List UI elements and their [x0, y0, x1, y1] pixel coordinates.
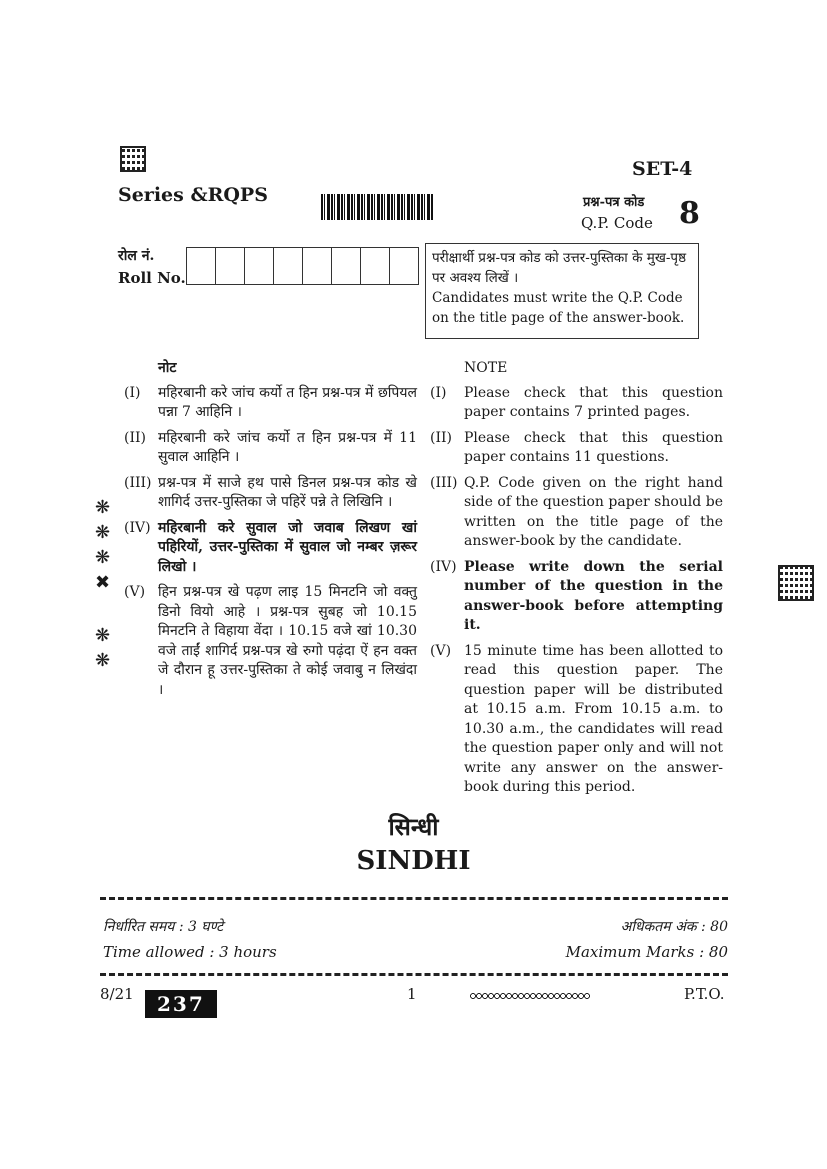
- wavy-line-decoration: [470, 992, 590, 1000]
- notice-english: Candidates must write the Q.P. Code on the title page of the answer-book.: [432, 290, 685, 326]
- footer-box-number: 237: [145, 990, 217, 1018]
- item-text: हिन प्रश्न-पत्र खे पढ़ण लाइ 15 मिनटनि जो वक्तु डिनो वियो आहे । प्रश्न-पत्र सुबह जो 10.15 मिनटनि ते विहाया वेंदा । 10.15 वजे खां 10.30 वजे ताईं शागिर्द प्रश्न-पत्र खे रुगो पढ़ंदा ऐं हन वक्त जे दौरान हू उत्तर-पुस्तिका ते कोई जवाबु न लिखंदा ।: [158, 584, 417, 698]
- decorative-asterisk-icon: ❋: [95, 497, 111, 518]
- decorative-cross-icon: ✖: [95, 572, 111, 593]
- item-number: (III): [430, 474, 458, 491]
- item-text: 15 minute time has been allotted to read this question paper. The question paper will be distributed at 10.15 a.m. From 10.15 a.m. to 10.30 a.m., the candidates will read the question paper only and will not write any answer on the answer-book during this period.: [464, 642, 723, 795]
- note-left-item: [124, 519, 417, 578]
- note-left-column: [124, 359, 417, 706]
- page-number: 1: [407, 985, 417, 1003]
- item-text: Please write down the serial number of the question in the answer-book before attempting it.: [464, 558, 723, 633]
- notice-hindi: परीक्षार्थी प्रश्न-पत्र कोड को उत्तर-पुस्तिका के मुख-पृष्ठ पर अवश्य लिखें ।: [432, 250, 687, 286]
- item-number: (V): [124, 584, 146, 600]
- roll-number-boxes[interactable]: [186, 247, 419, 285]
- item-number: (I): [430, 384, 447, 401]
- note-left-item: [124, 583, 417, 700]
- item-text: महिरबानी करे जांच कर्यो त हिन प्रश्न-पत्र में 11 सुवाल आहिनि ।: [158, 429, 417, 465]
- decorative-asterisk-icon: ❋: [95, 522, 111, 543]
- footer-code: 8/21: [100, 985, 134, 1003]
- qp-code-value: 8: [679, 196, 700, 231]
- item-text: Please check that this question paper contains 7 printed pages.: [464, 384, 723, 420]
- separator-top: [100, 897, 728, 900]
- decorative-asterisk-icon: ❋: [95, 625, 111, 646]
- decorative-asterisk-icon: ❋: [95, 547, 111, 568]
- series-label: Series &RQPS: [118, 184, 268, 206]
- time-allowed-hindi: निर्धारित समय : 3 घण्टे: [103, 919, 224, 935]
- item-number: (IV): [430, 558, 457, 575]
- qp-code-label: Q.P. Code: [581, 214, 653, 232]
- item-text: Q.P. Code given on the right hand side of the question paper should be written on the title page of the answer-book by the candidate.: [464, 474, 723, 549]
- note-left-item: [124, 474, 417, 513]
- note-title-hindi: नोट: [158, 360, 177, 376]
- barcode: [321, 194, 433, 220]
- set-label: SET-4: [632, 158, 693, 180]
- qr-code-top: [120, 146, 146, 172]
- decorative-asterisk-icon: ❋: [95, 650, 111, 671]
- note-right-column: [430, 359, 723, 804]
- max-marks-english: Maximum Marks : 80: [565, 943, 728, 961]
- roll-hindi: रोल नं.: [118, 248, 155, 264]
- subject-english: SINDHI: [356, 846, 471, 876]
- note-title-english: NOTE: [464, 360, 508, 376]
- item-text: Please check that this question paper contains 11 questions.: [464, 429, 723, 465]
- subject-hindi: सिन्धी: [388, 812, 439, 841]
- note-right-item: [430, 429, 723, 468]
- note-right-item: [430, 558, 723, 636]
- note-right-item: [430, 642, 723, 798]
- item-number: (I): [124, 384, 141, 401]
- max-marks-hindi: अधिकतम अंक : 80: [620, 919, 728, 935]
- item-number: (III): [124, 474, 152, 491]
- roll-label: Roll No.: [118, 269, 186, 287]
- item-number: (V): [430, 642, 452, 659]
- item-text: महिरबानी करे जांच कर्यो त हिन प्रश्न-पत्र में छपियल पन्ना 7 आहिनि ।: [158, 384, 417, 420]
- note-right-item: [430, 474, 723, 552]
- item-text: महिरबानी करे सुवाल जो जवाब लिखण खां पहिरियों, उत्तर-पुस्तिका में सुवाल जो नम्बर ज़रूर लिखो ।: [158, 519, 417, 575]
- qr-code-side: [778, 565, 814, 601]
- qp-code-notice-box: [425, 243, 699, 339]
- item-number: (II): [124, 429, 146, 446]
- note-left-item: [124, 429, 417, 468]
- note-right-item: [430, 384, 723, 423]
- qp-code-hindi: प्रश्न-पत्र कोड: [583, 195, 645, 210]
- item-number: (II): [430, 429, 452, 446]
- separator-bottom: [100, 973, 728, 976]
- time-allowed-english: Time allowed : 3 hours: [103, 943, 277, 961]
- note-left-item: [124, 384, 417, 423]
- item-number: (IV): [124, 519, 151, 536]
- pto-label: P.T.O.: [684, 985, 725, 1003]
- item-text: प्रश्न-पत्र में साजे हथ पासे डिनल प्रश्न-पत्र कोड खे शागिर्द उत्तर-पुस्तिका जे पहिरें पन्ने ते लिखिनि ।: [158, 474, 417, 510]
